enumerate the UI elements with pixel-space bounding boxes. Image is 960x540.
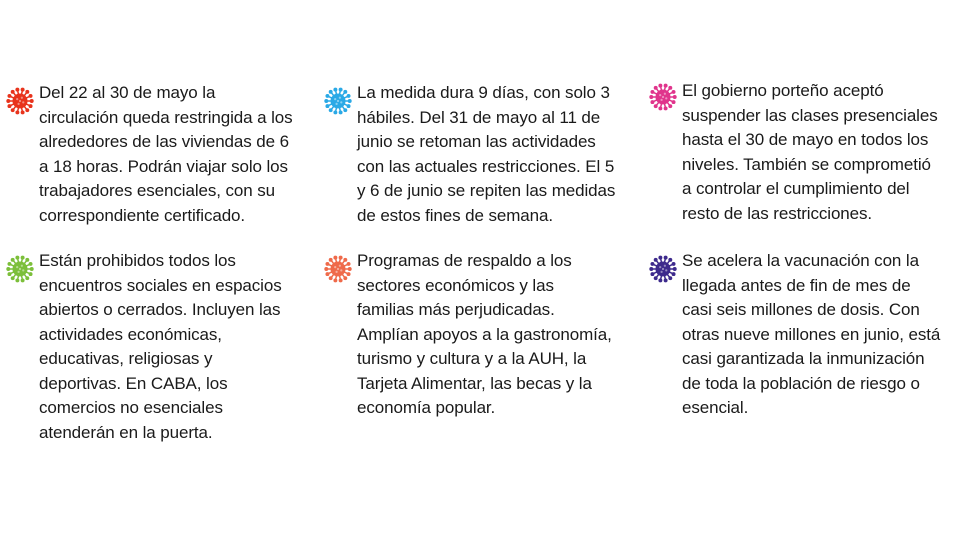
virus-icon [323, 254, 353, 284]
virus-icon [648, 254, 678, 284]
virus-icon [5, 254, 35, 284]
virus-icon [323, 86, 353, 116]
measure-text: Se acelera la vacunación con la llegada antes de fin de mes de casi seis millones de dosis. Con otras nueve millones en junio, está casi garantizada la inmunización de toda la población de riesgo o esencial. [682, 251, 941, 417]
measure-text: La medida dura 9 días, con solo 3 hábiles. Del 31 de mayo al 11 de junio se retoman las actividades con las actuales restricciones. El 5 y 6 de junio se repiten las medidas de estos fines de semana. [357, 83, 616, 225]
measure-text: El gobierno porteño aceptó suspender las clases presenciales hasta el 30 de mayo en todos los niveles. También se comprometió a controlar el cumplimiento del resto de las restricciones. [682, 81, 938, 223]
measure-text: Programas de respaldo a los sectores económicos y las familias más perjudicadas. Amplían apoyos a la gastronomía, turismo y cultura y a la AUH, la Tarjeta Alimentar, las becas y la economía popular. [357, 251, 612, 417]
measure-text: Están prohibidos todos los encuentros sociales en espacios abiertos o cerrados. Incluyen las actividades económicas, educativas, religiosas y deportivas. En CABA, los comercios no esenciales atenderán en la puerta. [39, 251, 282, 442]
measure-text: Del 22 al 30 de mayo la circulación queda restringida a los alrededores de las viviendas de 6 a 18 horas. Podrán viajar solo los trabajadores esenciales, con su correspondiente certificado. [39, 83, 293, 225]
virus-icon [648, 82, 678, 112]
virus-icon [5, 86, 35, 116]
